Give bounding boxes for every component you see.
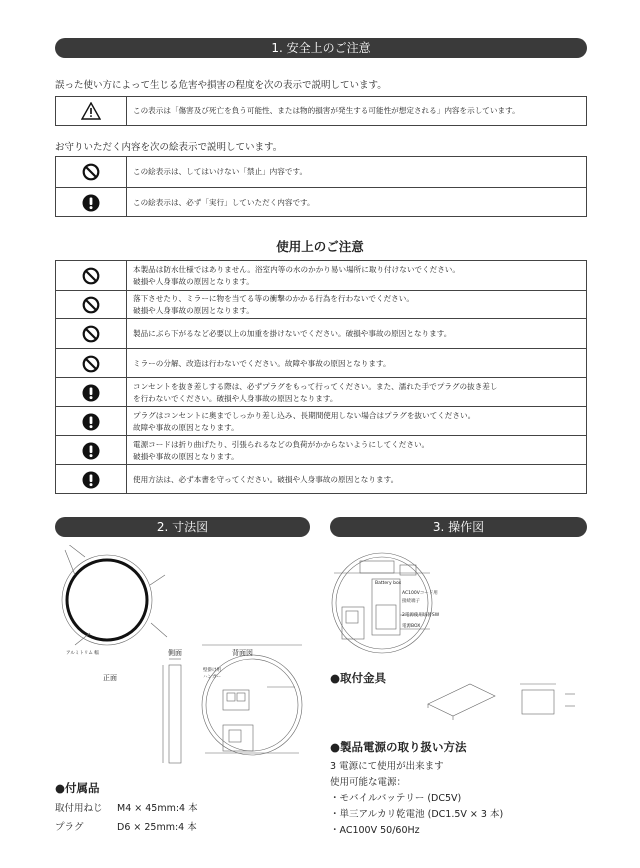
usage-caution-row: [56, 464, 586, 494]
safety-section-header: 1. 安全上のご注意: [55, 38, 587, 58]
mandatory-icon: [56, 436, 127, 465]
operation-drawing: [330, 545, 440, 665]
prohibit-icon: [56, 291, 127, 319]
battery-box-label: Battery box: [375, 581, 402, 586]
mandatory-icon: [56, 188, 127, 217]
warning-legend-text: この表示は「傷害及び死亡を負う可能性、または物的損害が発生する可能性が想定される」内容を示しています。: [133, 106, 520, 115]
power-line: ・AC100V 50/60Hz: [330, 825, 420, 836]
caution-line: ミラーの分解、改造は行わないでください。故障や事故の原因となります。: [133, 358, 391, 368]
usage-caution-row: [56, 348, 586, 378]
accessory-name: プラグ: [55, 822, 84, 833]
accessories-title: ●付属品: [55, 781, 100, 795]
caution-line: 使用方法は、必ず本書を守ってください。破損や人身事故の原因となります。: [133, 474, 399, 484]
safety-intro-2: お守りいただく内容を次の絵表示で説明しています。: [55, 142, 283, 153]
hanger-label: 壁掛け用: [203, 668, 221, 673]
switch-label: 2電源使用切替SW: [402, 613, 440, 618]
hanger-label-2: ハンガー: [203, 675, 221, 680]
caution-line: 破損や人身事故の原因となります。: [133, 276, 254, 286]
prohibit-legend-text: この絵表示は、してはいけない「禁止」内容です。: [133, 167, 308, 176]
warning-legend-table: [55, 96, 587, 126]
mounting-bracket-drawing: [420, 676, 590, 726]
trim-label: アルミトリム 幅: [66, 651, 99, 656]
power-box-label: 電源BOX: [402, 624, 421, 629]
caution-line: を行わないでください。破損や人身事故の原因となります。: [133, 393, 338, 403]
usage-cautions-table: [55, 260, 587, 494]
usage-cautions-title: 使用上のご注意: [276, 239, 364, 254]
mandatory-icon: [56, 378, 127, 407]
prohibit-icon: [56, 349, 127, 378]
usage-caution-row: [56, 261, 586, 290]
usage-caution-row: [56, 318, 586, 349]
power-title: ●製品電源の取り扱い方法: [330, 740, 467, 754]
power-line: ・単三アルカリ乾電池 (DC1.5V × 3 本): [330, 809, 504, 820]
caution-line: コンセントを抜き差しする際は、必ずプラグをもって行ってください。また、濡れた手でプラグの抜き差し: [133, 381, 498, 391]
mounting-title: ●取付金具: [330, 671, 387, 685]
usage-caution-text: [127, 291, 420, 319]
dimensions-section-header: 2. 寸法図: [55, 517, 310, 537]
symbol-legend-table: [55, 156, 587, 217]
front-view-label: 正面: [103, 674, 117, 682]
mandatory-icon: [56, 465, 127, 494]
caution-line: 破損や人身事故の原因となります。: [133, 306, 254, 315]
terminal-label: 接続端子: [402, 599, 420, 604]
usage-caution-text: [127, 378, 504, 407]
warning-triangle-icon: [56, 97, 127, 125]
usage-caution-text: [127, 319, 457, 349]
mandatory-legend-text: この絵表示は、必ず「実行」していただく内容です。: [133, 197, 315, 207]
caution-line: 製品にぶら下がるなど必要以上の加重を掛けないでください。破損や事故の原因となります。: [133, 329, 452, 338]
prohibit-icon: [56, 319, 127, 349]
dimension-drawing: [55, 545, 315, 775]
accessory-spec: M4 × 45mm:4 本: [117, 803, 198, 814]
caution-line: 故障や事故の原因となります。: [133, 422, 239, 432]
caution-line: 落下させたり、ミラーに物を当てる等の衝撃のかかる行為を行わないでください。: [133, 294, 414, 303]
power-line: ・モバイルバッテリー (DC5V): [330, 793, 462, 804]
safety-intro-1: 誤った使い方によって生じる危害や損害の程度を次の表示で説明しています。: [55, 80, 387, 91]
side-view-label: 側面: [168, 649, 182, 657]
ac-cord-label: AC100Vコード用: [402, 591, 438, 596]
usage-caution-text: [127, 436, 435, 465]
usage-caution-text: [127, 349, 397, 378]
caution-line: 電源コードは折り曲げたり、引張られるなどの負荷がかからないようにしてください。: [133, 439, 430, 449]
usage-caution-row: [56, 377, 586, 407]
caution-line: 本製品は防水仕様ではありません。浴室内等の水のかかり易い場所に取り付けないでください。: [133, 264, 460, 274]
back-view-label: 背面図: [232, 649, 253, 657]
caution-line: プラグはコンセントに奥までしっかり差し込み、長期間使用しない場合はプラグを抜いてください。: [133, 410, 476, 420]
usage-caution-row: [56, 290, 586, 319]
prohibit-icon: [56, 261, 127, 290]
accessory-name: 取付用ねじ: [55, 803, 103, 814]
usage-caution-text: [127, 261, 466, 290]
power-line: 使用可能な電源：: [330, 777, 407, 788]
prohibit-icon: [56, 157, 127, 187]
usage-caution-row: [56, 435, 586, 465]
accessory-spec: D6 × 25mm:4 本: [117, 822, 197, 833]
power-line: 3 電源にて使用が出来ます: [330, 761, 444, 772]
mandatory-icon: [56, 407, 127, 436]
operation-section-header: 3. 操作図: [330, 517, 587, 537]
usage-caution-row: [56, 406, 586, 436]
usage-caution-text: [127, 407, 481, 436]
usage-caution-text: [127, 465, 404, 494]
caution-line: 破損や事故の原因となります。: [133, 451, 239, 461]
